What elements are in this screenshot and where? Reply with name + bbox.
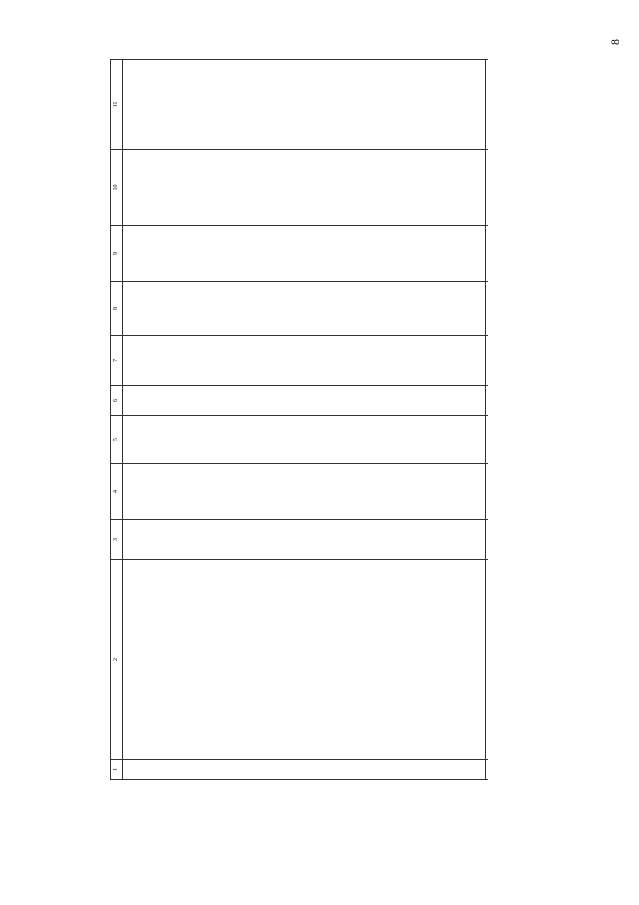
column-number-cell: 1 — [111, 760, 123, 780]
column-number-cell: 6 — [111, 386, 123, 416]
column-number-cell: 9 — [111, 226, 123, 282]
table-body-area — [123, 60, 486, 780]
rotated-table-container — [110, 60, 510, 780]
column-number-cell: 7 — [111, 336, 123, 386]
column-number-cell: 11 — [111, 60, 123, 150]
column-number-cell: 5 — [111, 416, 123, 464]
column-number-cell: 10 — [111, 150, 123, 226]
table-bottom-border — [486, 60, 489, 780]
column-number-cell: 2 — [111, 560, 123, 760]
housing-program-table — [110, 59, 488, 780]
column-number-cell: 4 — [111, 464, 123, 520]
column-number-cell: 3 — [111, 520, 123, 560]
column-number-row — [111, 60, 123, 780]
column-number-cell: 8 — [111, 282, 123, 336]
page-number: 8 — [608, 39, 622, 45]
